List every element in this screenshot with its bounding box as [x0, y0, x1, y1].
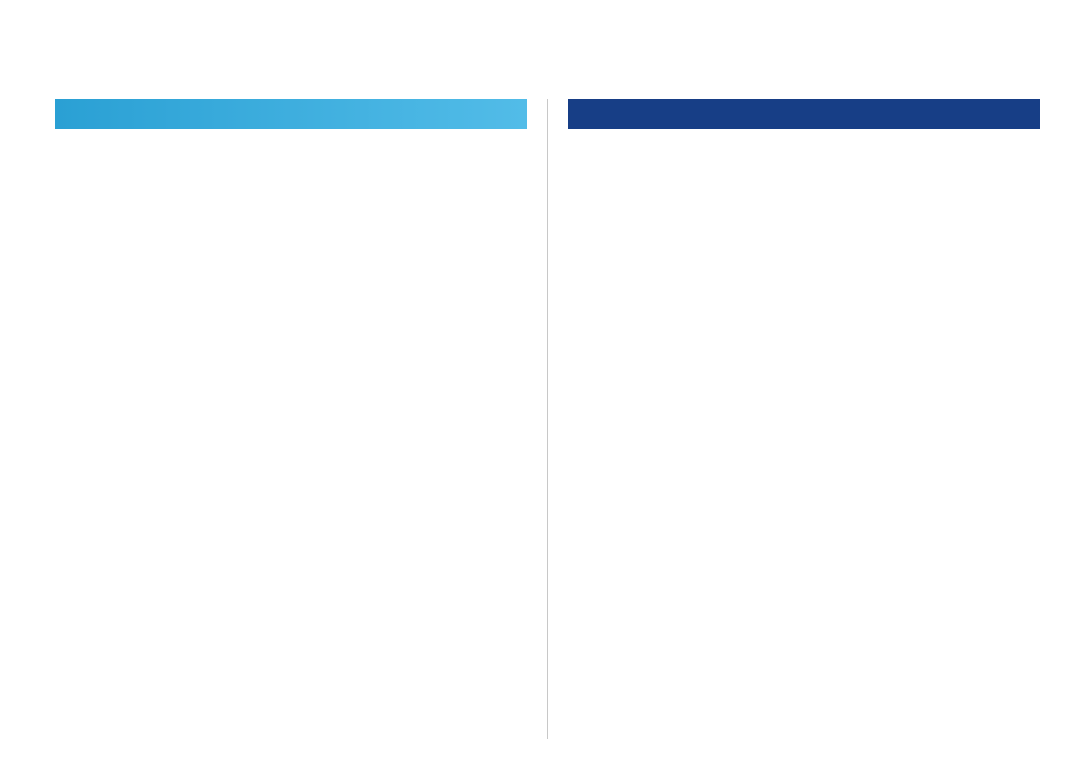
seatracker-watermark: [0, 612, 1080, 762]
column-divider: [547, 99, 548, 739]
chapter4-column: [568, 99, 1040, 135]
chapter4-header[interactable]: [568, 99, 1040, 129]
chapter3-header[interactable]: [55, 99, 527, 129]
chapter3-column: [55, 99, 527, 129]
